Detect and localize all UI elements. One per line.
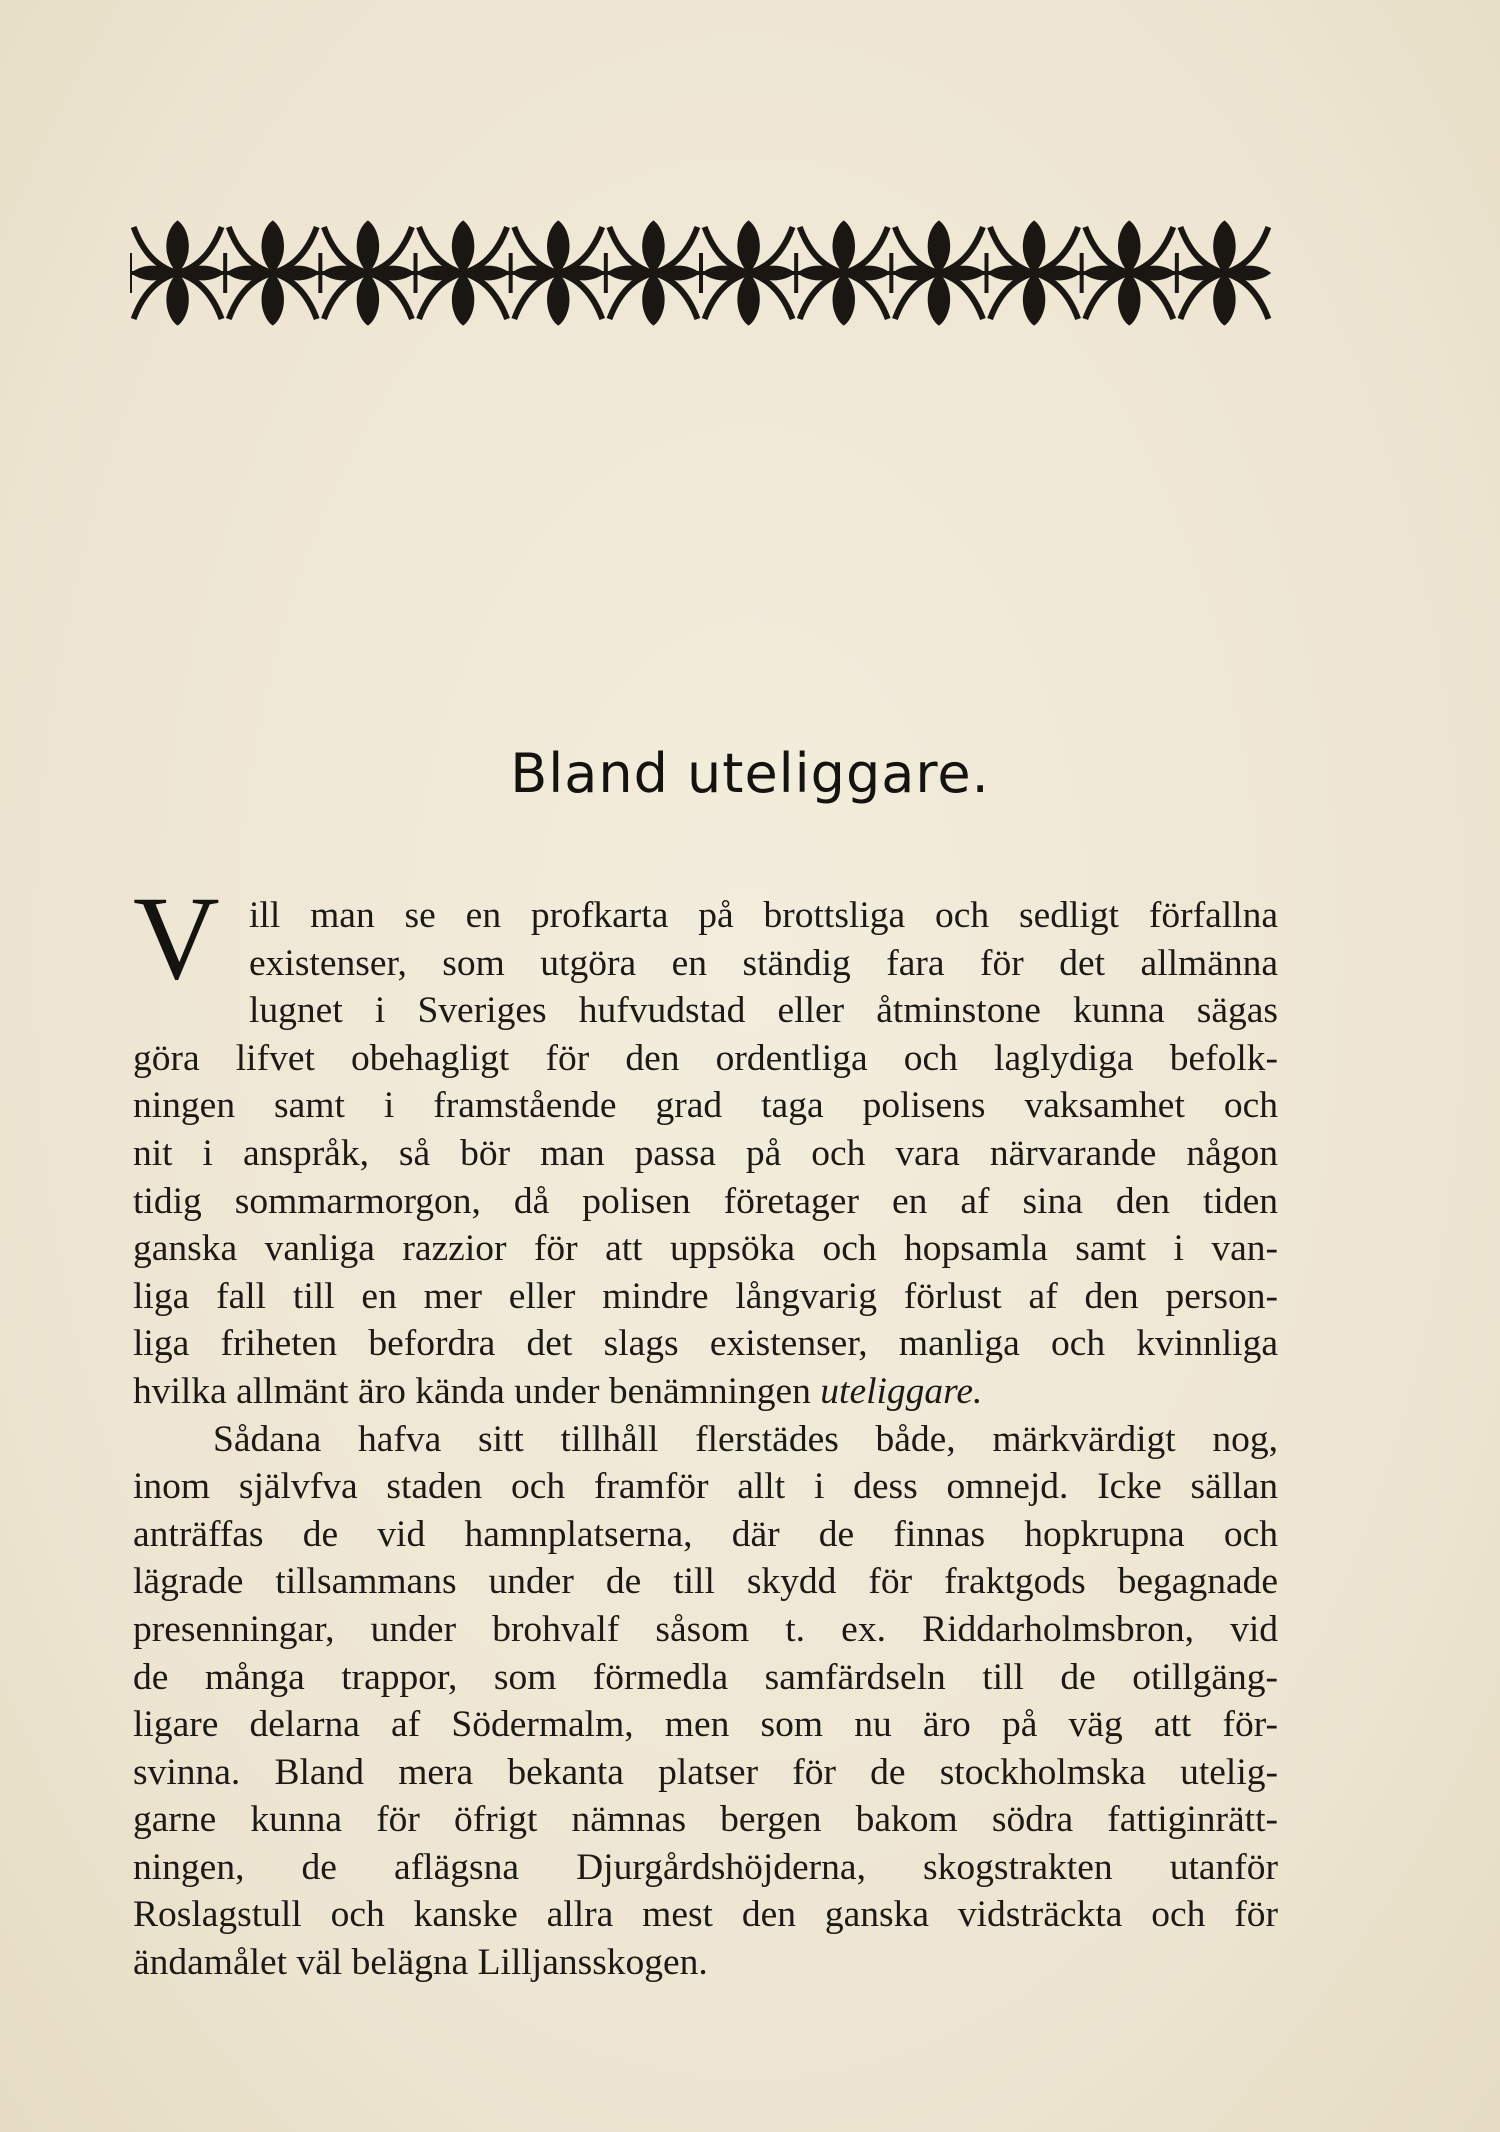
text-line: svinna. Bland mera bekanta platser för de stockholmska utelig- [133,1751,1278,1793]
text-line-part: hvilka allmänt äro kända under benämningen [133,1370,811,1412]
text-line: liga fall till en mer eller mindre långvarig förlust af den person- [133,1275,1278,1317]
text-line: ganska vanliga razzior för att uppsöka och hopsamla samt i van- [133,1228,1278,1270]
text-line: nit i anspråk, så bör man passa på och vara närvarande någon [133,1132,1278,1174]
text-line: garne kunna för öfrigt nämnas bergen bakom södra fattiginrätt- [133,1799,1278,1841]
text-line: existenser, som utgöra en ständig fara för det allmänna [249,942,1278,984]
text-line: ill man se en profkarta på brottsliga och sedligt förfallna [249,895,1278,936]
body-text [133,892,1278,1987]
text-line: lugnet i Sveriges hufvudstad eller åtminstone kunna sägas [249,990,1278,1032]
text-line: lägrade tillsammans under de till skydd för fraktgods begagnade [133,1561,1278,1603]
text-line: göra lifvet obehagligt för den ordentliga och laglydiga befolk- [133,1037,1278,1079]
drop-cap: V [133,871,220,1004]
italic-term: uteliggare. [820,1370,983,1412]
text-line: inom självfva staden och framför allt i dess omnejd. Icke sällan [133,1466,1278,1508]
chapter-title: Bland uteliggare. [510,742,990,805]
text-line: presenningar, under brohvalf såsom t. ex. Riddarholmsbron, vid [133,1608,1278,1650]
text-line [133,1368,1278,1416]
text-line: de många trappor, som förmedla samfärdseln till de otillgäng- [133,1656,1278,1698]
text-line: ligare delarna af Södermalm, men som nu äro på väg att för- [133,1704,1278,1746]
ornamental-border-icon [130,218,1272,328]
text-line: Sådana hafva sitt tillhåll flerstädes både, märkvärdigt nog, [213,1418,1278,1460]
text-line: tidig sommarmorgon, då polisen företager en af sina den tiden [133,1180,1278,1222]
text-line: anträffas de vid hamnplatserna, där de finnas hopkrupna och [133,1513,1278,1555]
text-line: ningen samt i framstående grad taga polisens vaksamhet och [133,1085,1278,1127]
text-line: liga friheten befordra det slags existenser, manliga och kvinnliga [133,1323,1278,1365]
text-line: ändamålet väl belägna Lilljansskogen. [133,1942,708,1984]
text-line: ningen, de aflägsna Djurgårdshöjderna, skogstrakten utanför [133,1846,1278,1888]
text-line: Roslagstull och kanske allra mest den ganska vidsträckta och för [133,1894,1278,1936]
